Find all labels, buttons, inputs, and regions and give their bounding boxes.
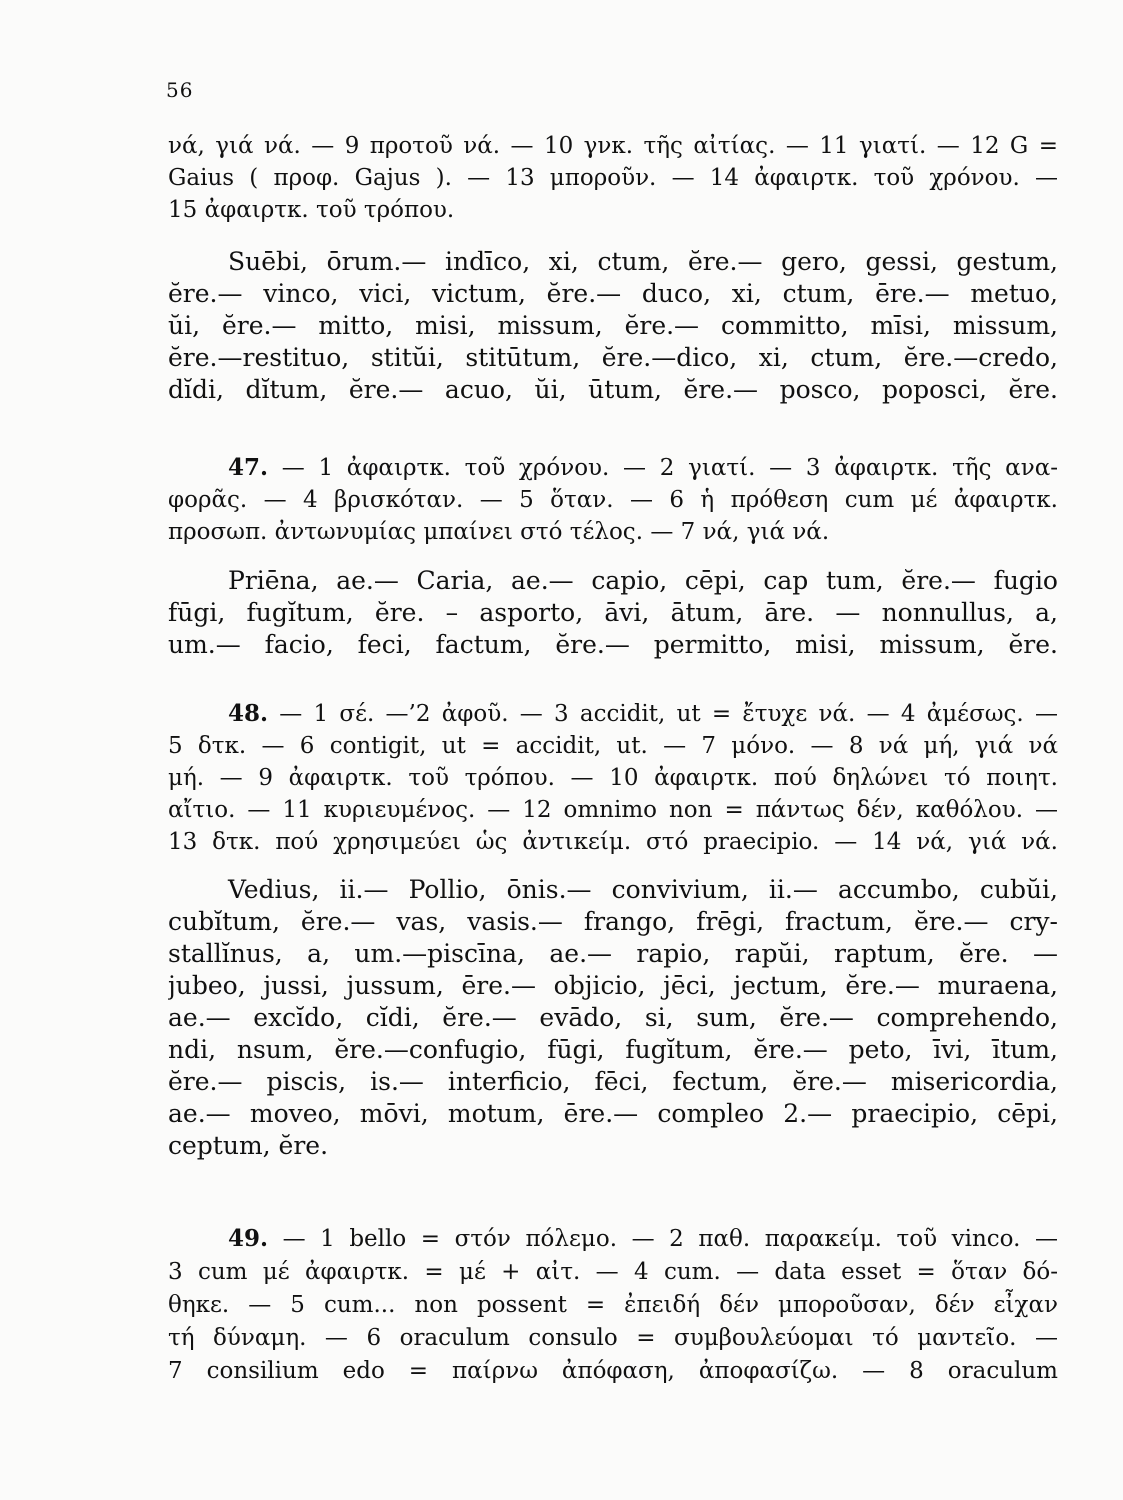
text-line: ŭi, ĕre.— mitto, misi, missum, ĕre.— committo, mīsi, missum, xyxy=(168,311,1058,340)
text-line: ĕre.— piscis, is.— interficio, fēci, fectum, ĕre.— misericordia, xyxy=(168,1067,1058,1096)
text-line: um.— facio, feci, factum, ĕre.— permitto, misi, missum, ĕre. xyxy=(168,630,1058,659)
page-number: 56 xyxy=(166,78,194,102)
section-48-vocab xyxy=(168,874,1058,1162)
text-line: προσωπ. ἀντωνυμίας μπαίνει στό τέλος. — 7 νά, γιά νά. xyxy=(168,519,830,545)
text-line: νά, γιά νά. — 9 προτοῦ νά. — 10 γνκ. τῆς αἰτίας. — 11 γιατί. — 12 G = xyxy=(168,133,1058,159)
section-number: 48. xyxy=(228,700,269,727)
text-line: ae.— excĭdo, cĭdi, ĕre.— evādo, si, sum, ĕre.— comprehendo, xyxy=(168,1003,1058,1032)
text-line: jubeo, jussi, jussum, ēre.— objicio, jēci, jectum, ĕre.— muraena, xyxy=(168,971,1058,1000)
section-number: 49. xyxy=(228,1225,269,1252)
text-line xyxy=(168,1222,1058,1256)
text-line: ndi, nsum, ĕre.—confugio, fūgi, fugĭtum, ĕre.— peto, īvi, ītum, xyxy=(168,1035,1058,1064)
text-line: φορᾶς. — 4 βρισκόταν. — 5 ὅταν. — 6 ἡ πρόθεση cum μέ ἀφαιρτκ. xyxy=(168,487,1058,513)
text-line: Priēna, ae.— Caria, ae.— capio, cēpi, cap tum, ĕre.— fugio xyxy=(228,566,1058,595)
text-line: 7 consilium edo = παίρνω ἀπόφαση, ἀποφασίζω. — 8 oraculum xyxy=(168,1358,1058,1384)
text-line: Suēbi, ōrum.— indīco, xi, ctum, ĕre.— gero, gessi, gestum, xyxy=(228,247,1058,276)
text-line: τή δύναμη. — 6 oraculum consulo = συμβουλεύομαι τό μαντεῖο. — xyxy=(168,1325,1058,1351)
text-line: 3 cum μέ ἀφαιρτκ. = μέ + αἰτ. — 4 cum. — data esset = ὅταν δό- xyxy=(168,1259,1058,1285)
text-line: θηκε. — 5 cum... non possent = ἐπειδή δέν μποροῦσαν, δέν εἶχαν xyxy=(168,1292,1058,1318)
text-line: fūgi, fugĭtum, ĕre. – asporto, āvi, ātum, āre. — nonnullus, a, xyxy=(168,598,1058,627)
text-line: ĕre.— vinco, vici, victum, ĕre.— duco, xi, ctum, ēre.— metuo, xyxy=(168,279,1058,308)
section-47-vocab xyxy=(168,565,1058,661)
text-line: — 1 σέ. —’2 ἀφοῦ. — 3 accidit, ut = ἔτυχε νά. — 4 ἀμέσως. — xyxy=(268,701,1058,727)
section-48-notes xyxy=(168,698,1058,858)
text-line xyxy=(168,452,1058,484)
text-line: 13 δτκ. πού χρησιμεύει ὡς ἀντικείμ. στό praecipio. — 14 νά, γιά νά. xyxy=(168,829,1058,855)
text-line: μή. — 9 ἀφαιρτκ. τοῦ τρόπου. — 10 ἀφαιρτκ. πού δηλώνει τό ποιητ. xyxy=(168,765,1058,791)
text-line: Gaius ( προφ. Gajus ). — 13 μποροῦν. — 14 ἀφαιρτκ. τοῦ χρόνου. — xyxy=(168,165,1058,191)
text-line: 15 ἀφαιρτκ. τοῦ τρόπου. xyxy=(168,197,455,223)
section-number: 47. xyxy=(228,454,269,481)
text-line: dĭdi, dĭtum, ĕre.— acuo, ŭi, ūtum, ĕre.— posco, poposci, ĕre. xyxy=(168,375,1058,404)
text-line: ĕre.—restituo, stitŭi, stitūtum, ĕre.—dico, xi, ctum, ĕre.—credo, xyxy=(168,343,1058,372)
text-line: αἴτιο. — 11 κυριευμένος. — 12 omnimo non = πάντως δέν, καθόλου. — xyxy=(168,797,1058,823)
section-47-notes xyxy=(168,452,1058,548)
section-46-notes xyxy=(168,130,1058,226)
text-line: 5 δτκ. — 6 contigit, ut = accidit, ut. — 7 μόνο. — 8 νά μή, γιά νά xyxy=(168,733,1058,759)
text-line xyxy=(168,698,1058,730)
text-line: Vedius, ii.— Pollio, ōnis.— convivium, ii.— accumbo, cubŭi, xyxy=(228,875,1058,904)
text-line: — 1 ἀφαιρτκ. τοῦ χρόνου. — 2 γιατί. — 3 ἀφαιρτκ. τῆς ανα- xyxy=(268,455,1058,481)
section-49-notes xyxy=(168,1222,1058,1388)
text-line: cubĭtum, ĕre.— vas, vasis.— frango, frēgi, fractum, ĕre.— cry- xyxy=(168,907,1058,936)
text-line: ae.— moveo, mōvi, motum, ēre.— compleo 2.— praecipio, cēpi, xyxy=(168,1099,1058,1128)
text-line: stallĭnus, a, um.—piscīna, ae.— rapio, rapŭi, raptum, ĕre. — xyxy=(168,939,1058,968)
text-line: ceptum, ĕre. xyxy=(168,1131,329,1160)
section-46-vocab xyxy=(168,246,1058,406)
text-line: — 1 bello = στόν πόλεμο. — 2 παθ. παρακείμ. τοῦ vinco. — xyxy=(268,1226,1058,1252)
